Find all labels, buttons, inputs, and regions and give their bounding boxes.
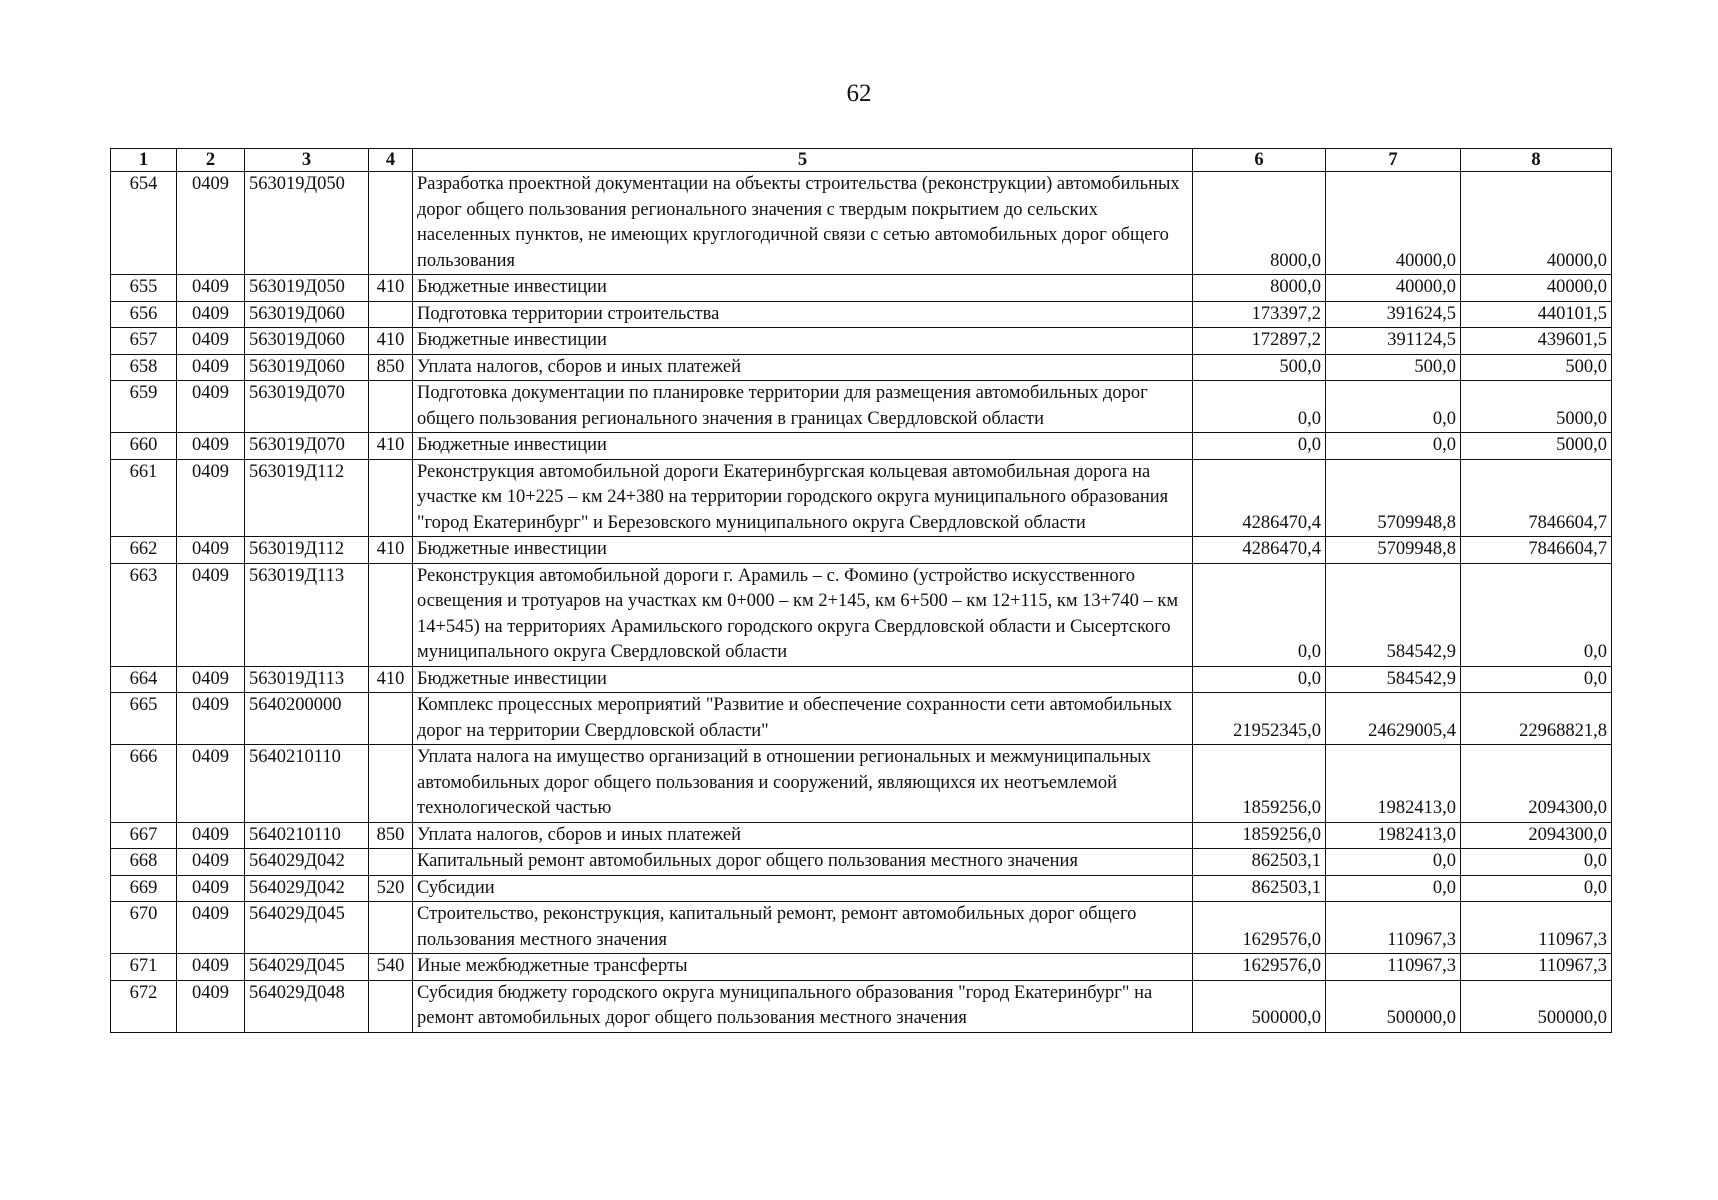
section-code: 0409 bbox=[177, 902, 245, 954]
amount-year-3: 5000,0 bbox=[1461, 381, 1612, 433]
amount-year-1: 4286470,4 bbox=[1193, 459, 1326, 537]
header-col-2: 2 bbox=[177, 149, 245, 172]
amount-year-1: 1859256,0 bbox=[1193, 822, 1326, 849]
amount-year-3: 439601,5 bbox=[1461, 328, 1612, 355]
table-row bbox=[111, 954, 1612, 981]
item-name: Подготовка документации по планировке территории для размещения автомобильных дорог общего пользования регионального значения в границах Свердловской области bbox=[413, 381, 1193, 433]
item-name: Разработка проектной документации на объекты строительства (реконструкции) автомобильных дорог общего пользования регионального значения с твердым покрытием до сельских населенных пунктов, не имеющих круглогодичной связи с сетью автомобильных дорог общего пользования bbox=[413, 172, 1193, 275]
amount-year-1: 0,0 bbox=[1193, 563, 1326, 666]
row-number: 663 bbox=[111, 563, 177, 666]
table-row bbox=[111, 172, 1612, 275]
item-name: Бюджетные инвестиции bbox=[413, 666, 1193, 693]
amount-year-1: 4286470,4 bbox=[1193, 537, 1326, 564]
table-row bbox=[111, 459, 1612, 537]
expense-type-code: 410 bbox=[369, 328, 413, 355]
section-code: 0409 bbox=[177, 328, 245, 355]
amount-year-3: 7846604,7 bbox=[1461, 459, 1612, 537]
amount-year-3: 40000,0 bbox=[1461, 275, 1612, 302]
target-article-code: 563019Д113 bbox=[245, 666, 369, 693]
amount-year-2: 391624,5 bbox=[1326, 301, 1461, 328]
target-article-code: 5640200000 bbox=[245, 693, 369, 745]
table-body bbox=[111, 172, 1612, 1033]
table-row bbox=[111, 745, 1612, 823]
target-article-code: 563019Д112 bbox=[245, 537, 369, 564]
row-number: 655 bbox=[111, 275, 177, 302]
item-name: Бюджетные инвестиции bbox=[413, 275, 1193, 302]
expense-type-code bbox=[369, 172, 413, 275]
amount-year-1: 173397,2 bbox=[1193, 301, 1326, 328]
amount-year-3: 2094300,0 bbox=[1461, 745, 1612, 823]
amount-year-2: 1982413,0 bbox=[1326, 822, 1461, 849]
amount-year-3: 0,0 bbox=[1461, 563, 1612, 666]
expense-type-code: 520 bbox=[369, 875, 413, 902]
amount-year-3: 500000,0 bbox=[1461, 980, 1612, 1032]
table-row bbox=[111, 875, 1612, 902]
amount-year-3: 2094300,0 bbox=[1461, 822, 1612, 849]
amount-year-1: 500,0 bbox=[1193, 354, 1326, 381]
row-number: 660 bbox=[111, 433, 177, 460]
item-name: Уплата налогов, сборов и иных платежей bbox=[413, 822, 1193, 849]
item-name: Субсидия бюджету городского округа муниципального образования "город Екатеринбург" на ремонт автомобильных дорог общего пользования местного значения bbox=[413, 980, 1193, 1032]
expense-type-code: 410 bbox=[369, 537, 413, 564]
row-number: 667 bbox=[111, 822, 177, 849]
expense-type-code: 410 bbox=[369, 666, 413, 693]
target-article-code: 563019Д112 bbox=[245, 459, 369, 537]
header-col-1: 1 bbox=[111, 149, 177, 172]
item-name: Подготовка территории строительства bbox=[413, 301, 1193, 328]
table-row bbox=[111, 849, 1612, 876]
item-name: Уплата налогов, сборов и иных платежей bbox=[413, 354, 1193, 381]
table-row bbox=[111, 433, 1612, 460]
expense-type-code: 540 bbox=[369, 954, 413, 981]
expense-type-code bbox=[369, 459, 413, 537]
table-row bbox=[111, 537, 1612, 564]
section-code: 0409 bbox=[177, 822, 245, 849]
row-number: 672 bbox=[111, 980, 177, 1032]
row-number: 661 bbox=[111, 459, 177, 537]
row-number: 662 bbox=[111, 537, 177, 564]
target-article-code: 564029Д045 bbox=[245, 954, 369, 981]
expense-type-code: 410 bbox=[369, 275, 413, 302]
section-code: 0409 bbox=[177, 172, 245, 275]
table-row bbox=[111, 980, 1612, 1032]
amount-year-1: 862503,1 bbox=[1193, 849, 1326, 876]
row-number: 664 bbox=[111, 666, 177, 693]
table-row bbox=[111, 354, 1612, 381]
header-col-8: 8 bbox=[1461, 149, 1612, 172]
amount-year-2: 391124,5 bbox=[1326, 328, 1461, 355]
section-code: 0409 bbox=[177, 980, 245, 1032]
item-name: Иные межбюджетные трансферты bbox=[413, 954, 1193, 981]
expense-type-code: 850 bbox=[369, 354, 413, 381]
section-code: 0409 bbox=[177, 954, 245, 981]
amount-year-1: 0,0 bbox=[1193, 666, 1326, 693]
section-code: 0409 bbox=[177, 433, 245, 460]
row-number: 658 bbox=[111, 354, 177, 381]
amount-year-3: 440101,5 bbox=[1461, 301, 1612, 328]
amount-year-2: 5709948,8 bbox=[1326, 537, 1461, 564]
table-header-row bbox=[111, 149, 1612, 172]
amount-year-2: 40000,0 bbox=[1326, 275, 1461, 302]
item-name: Уплата налога на имущество организаций в отношении региональных и межмуниципальных автомобильных дорог общего пользования и сооружений, являющихся их неотъемлемой технологической частью bbox=[413, 745, 1193, 823]
row-number: 657 bbox=[111, 328, 177, 355]
section-code: 0409 bbox=[177, 354, 245, 381]
section-code: 0409 bbox=[177, 849, 245, 876]
amount-year-1: 1859256,0 bbox=[1193, 745, 1326, 823]
target-article-code: 563019Д060 bbox=[245, 301, 369, 328]
amount-year-1: 500000,0 bbox=[1193, 980, 1326, 1032]
target-article-code: 564029Д042 bbox=[245, 875, 369, 902]
expense-type-code bbox=[369, 381, 413, 433]
target-article-code: 563019Д070 bbox=[245, 381, 369, 433]
amount-year-2: 5709948,8 bbox=[1326, 459, 1461, 537]
target-article-code: 564029Д048 bbox=[245, 980, 369, 1032]
row-number: 669 bbox=[111, 875, 177, 902]
expense-type-code bbox=[369, 693, 413, 745]
expense-type-code bbox=[369, 980, 413, 1032]
table-row bbox=[111, 301, 1612, 328]
amount-year-1: 0,0 bbox=[1193, 433, 1326, 460]
amount-year-2: 110967,3 bbox=[1326, 902, 1461, 954]
expense-type-code bbox=[369, 849, 413, 876]
item-name: Капитальный ремонт автомобильных дорог общего пользования местного значения bbox=[413, 849, 1193, 876]
amount-year-2: 0,0 bbox=[1326, 381, 1461, 433]
amount-year-3: 40000,0 bbox=[1461, 172, 1612, 275]
amount-year-1: 8000,0 bbox=[1193, 172, 1326, 275]
section-code: 0409 bbox=[177, 301, 245, 328]
amount-year-2: 500,0 bbox=[1326, 354, 1461, 381]
section-code: 0409 bbox=[177, 563, 245, 666]
item-name: Комплекс процессных мероприятий "Развитие и обеспечение сохранности сети автомобильных дорог на территории Свердловской области" bbox=[413, 693, 1193, 745]
table-row bbox=[111, 666, 1612, 693]
amount-year-3: 0,0 bbox=[1461, 666, 1612, 693]
table-row bbox=[111, 693, 1612, 745]
target-article-code: 5640210110 bbox=[245, 822, 369, 849]
section-code: 0409 bbox=[177, 275, 245, 302]
amount-year-2: 584542,9 bbox=[1326, 666, 1461, 693]
table-row bbox=[111, 328, 1612, 355]
expense-type-code bbox=[369, 745, 413, 823]
row-number: 654 bbox=[111, 172, 177, 275]
amount-year-3: 22968821,8 bbox=[1461, 693, 1612, 745]
item-name: Бюджетные инвестиции bbox=[413, 433, 1193, 460]
amount-year-3: 500,0 bbox=[1461, 354, 1612, 381]
item-name: Реконструкция автомобильной дороги г. Арамиль – с. Фомино (устройство искусственного освещения и тротуаров на участках км 0+000 – км 2+145, км 6+500 – км 12+115, км 13+740 – км 14+545) на территориях Арамильского городского округа Свердловской области и Сысертского муниципального округа Свердловской области bbox=[413, 563, 1193, 666]
header-col-6: 6 bbox=[1193, 149, 1326, 172]
row-number: 659 bbox=[111, 381, 177, 433]
amount-year-2: 0,0 bbox=[1326, 433, 1461, 460]
target-article-code: 564029Д042 bbox=[245, 849, 369, 876]
amount-year-2: 0,0 bbox=[1326, 849, 1461, 876]
table-row bbox=[111, 902, 1612, 954]
target-article-code: 563019Д050 bbox=[245, 275, 369, 302]
amount-year-2: 40000,0 bbox=[1326, 172, 1461, 275]
row-number: 670 bbox=[111, 902, 177, 954]
row-number: 671 bbox=[111, 954, 177, 981]
amount-year-3: 110967,3 bbox=[1461, 902, 1612, 954]
amount-year-1: 172897,2 bbox=[1193, 328, 1326, 355]
row-number: 665 bbox=[111, 693, 177, 745]
amount-year-1: 1629576,0 bbox=[1193, 954, 1326, 981]
item-name: Субсидии bbox=[413, 875, 1193, 902]
expense-type-code: 850 bbox=[369, 822, 413, 849]
item-name: Бюджетные инвестиции bbox=[413, 537, 1193, 564]
target-article-code: 563019Д050 bbox=[245, 172, 369, 275]
section-code: 0409 bbox=[177, 459, 245, 537]
section-code: 0409 bbox=[177, 875, 245, 902]
section-code: 0409 bbox=[177, 381, 245, 433]
expense-type-code: 410 bbox=[369, 433, 413, 460]
item-name: Бюджетные инвестиции bbox=[413, 328, 1193, 355]
amount-year-2: 0,0 bbox=[1326, 875, 1461, 902]
amount-year-2: 500000,0 bbox=[1326, 980, 1461, 1032]
amount-year-3: 7846604,7 bbox=[1461, 537, 1612, 564]
target-article-code: 563019Д070 bbox=[245, 433, 369, 460]
section-code: 0409 bbox=[177, 693, 245, 745]
row-number: 668 bbox=[111, 849, 177, 876]
amount-year-2: 584542,9 bbox=[1326, 563, 1461, 666]
amount-year-1: 21952345,0 bbox=[1193, 693, 1326, 745]
section-code: 0409 bbox=[177, 745, 245, 823]
target-article-code: 563019Д060 bbox=[245, 354, 369, 381]
amount-year-2: 110967,3 bbox=[1326, 954, 1461, 981]
amount-year-2: 24629005,4 bbox=[1326, 693, 1461, 745]
table-row bbox=[111, 381, 1612, 433]
expense-type-code bbox=[369, 902, 413, 954]
amount-year-3: 110967,3 bbox=[1461, 954, 1612, 981]
amount-year-3: 0,0 bbox=[1461, 849, 1612, 876]
header-col-7: 7 bbox=[1326, 149, 1461, 172]
target-article-code: 563019Д113 bbox=[245, 563, 369, 666]
item-name: Строительство, реконструкция, капитальный ремонт, ремонт автомобильных дорог общего пользования местного значения bbox=[413, 902, 1193, 954]
amount-year-1: 862503,1 bbox=[1193, 875, 1326, 902]
table-row bbox=[111, 563, 1612, 666]
target-article-code: 564029Д045 bbox=[245, 902, 369, 954]
header-col-4: 4 bbox=[369, 149, 413, 172]
amount-year-2: 1982413,0 bbox=[1326, 745, 1461, 823]
page-number: 62 bbox=[846, 80, 872, 107]
row-number: 666 bbox=[111, 745, 177, 823]
budget-table bbox=[110, 148, 1612, 1033]
header-col-3: 3 bbox=[245, 149, 369, 172]
target-article-code: 563019Д060 bbox=[245, 328, 369, 355]
header-col-5: 5 bbox=[413, 149, 1193, 172]
amount-year-1: 0,0 bbox=[1193, 381, 1326, 433]
section-code: 0409 bbox=[177, 666, 245, 693]
amount-year-3: 5000,0 bbox=[1461, 433, 1612, 460]
item-name: Реконструкция автомобильной дороги Екатеринбургская кольцевая автомобильная дорога на участке км 10+225 – км 24+380 на территории городского округа муниципального образования "город Екатеринбург" и Березовского муниципального округа Свердловской области bbox=[413, 459, 1193, 537]
expense-type-code bbox=[369, 301, 413, 328]
section-code: 0409 bbox=[177, 537, 245, 564]
table-row bbox=[111, 822, 1612, 849]
target-article-code: 5640210110 bbox=[245, 745, 369, 823]
amount-year-3: 0,0 bbox=[1461, 875, 1612, 902]
table-row bbox=[111, 275, 1612, 302]
row-number: 656 bbox=[111, 301, 177, 328]
expense-type-code bbox=[369, 563, 413, 666]
amount-year-1: 8000,0 bbox=[1193, 275, 1326, 302]
amount-year-1: 1629576,0 bbox=[1193, 902, 1326, 954]
